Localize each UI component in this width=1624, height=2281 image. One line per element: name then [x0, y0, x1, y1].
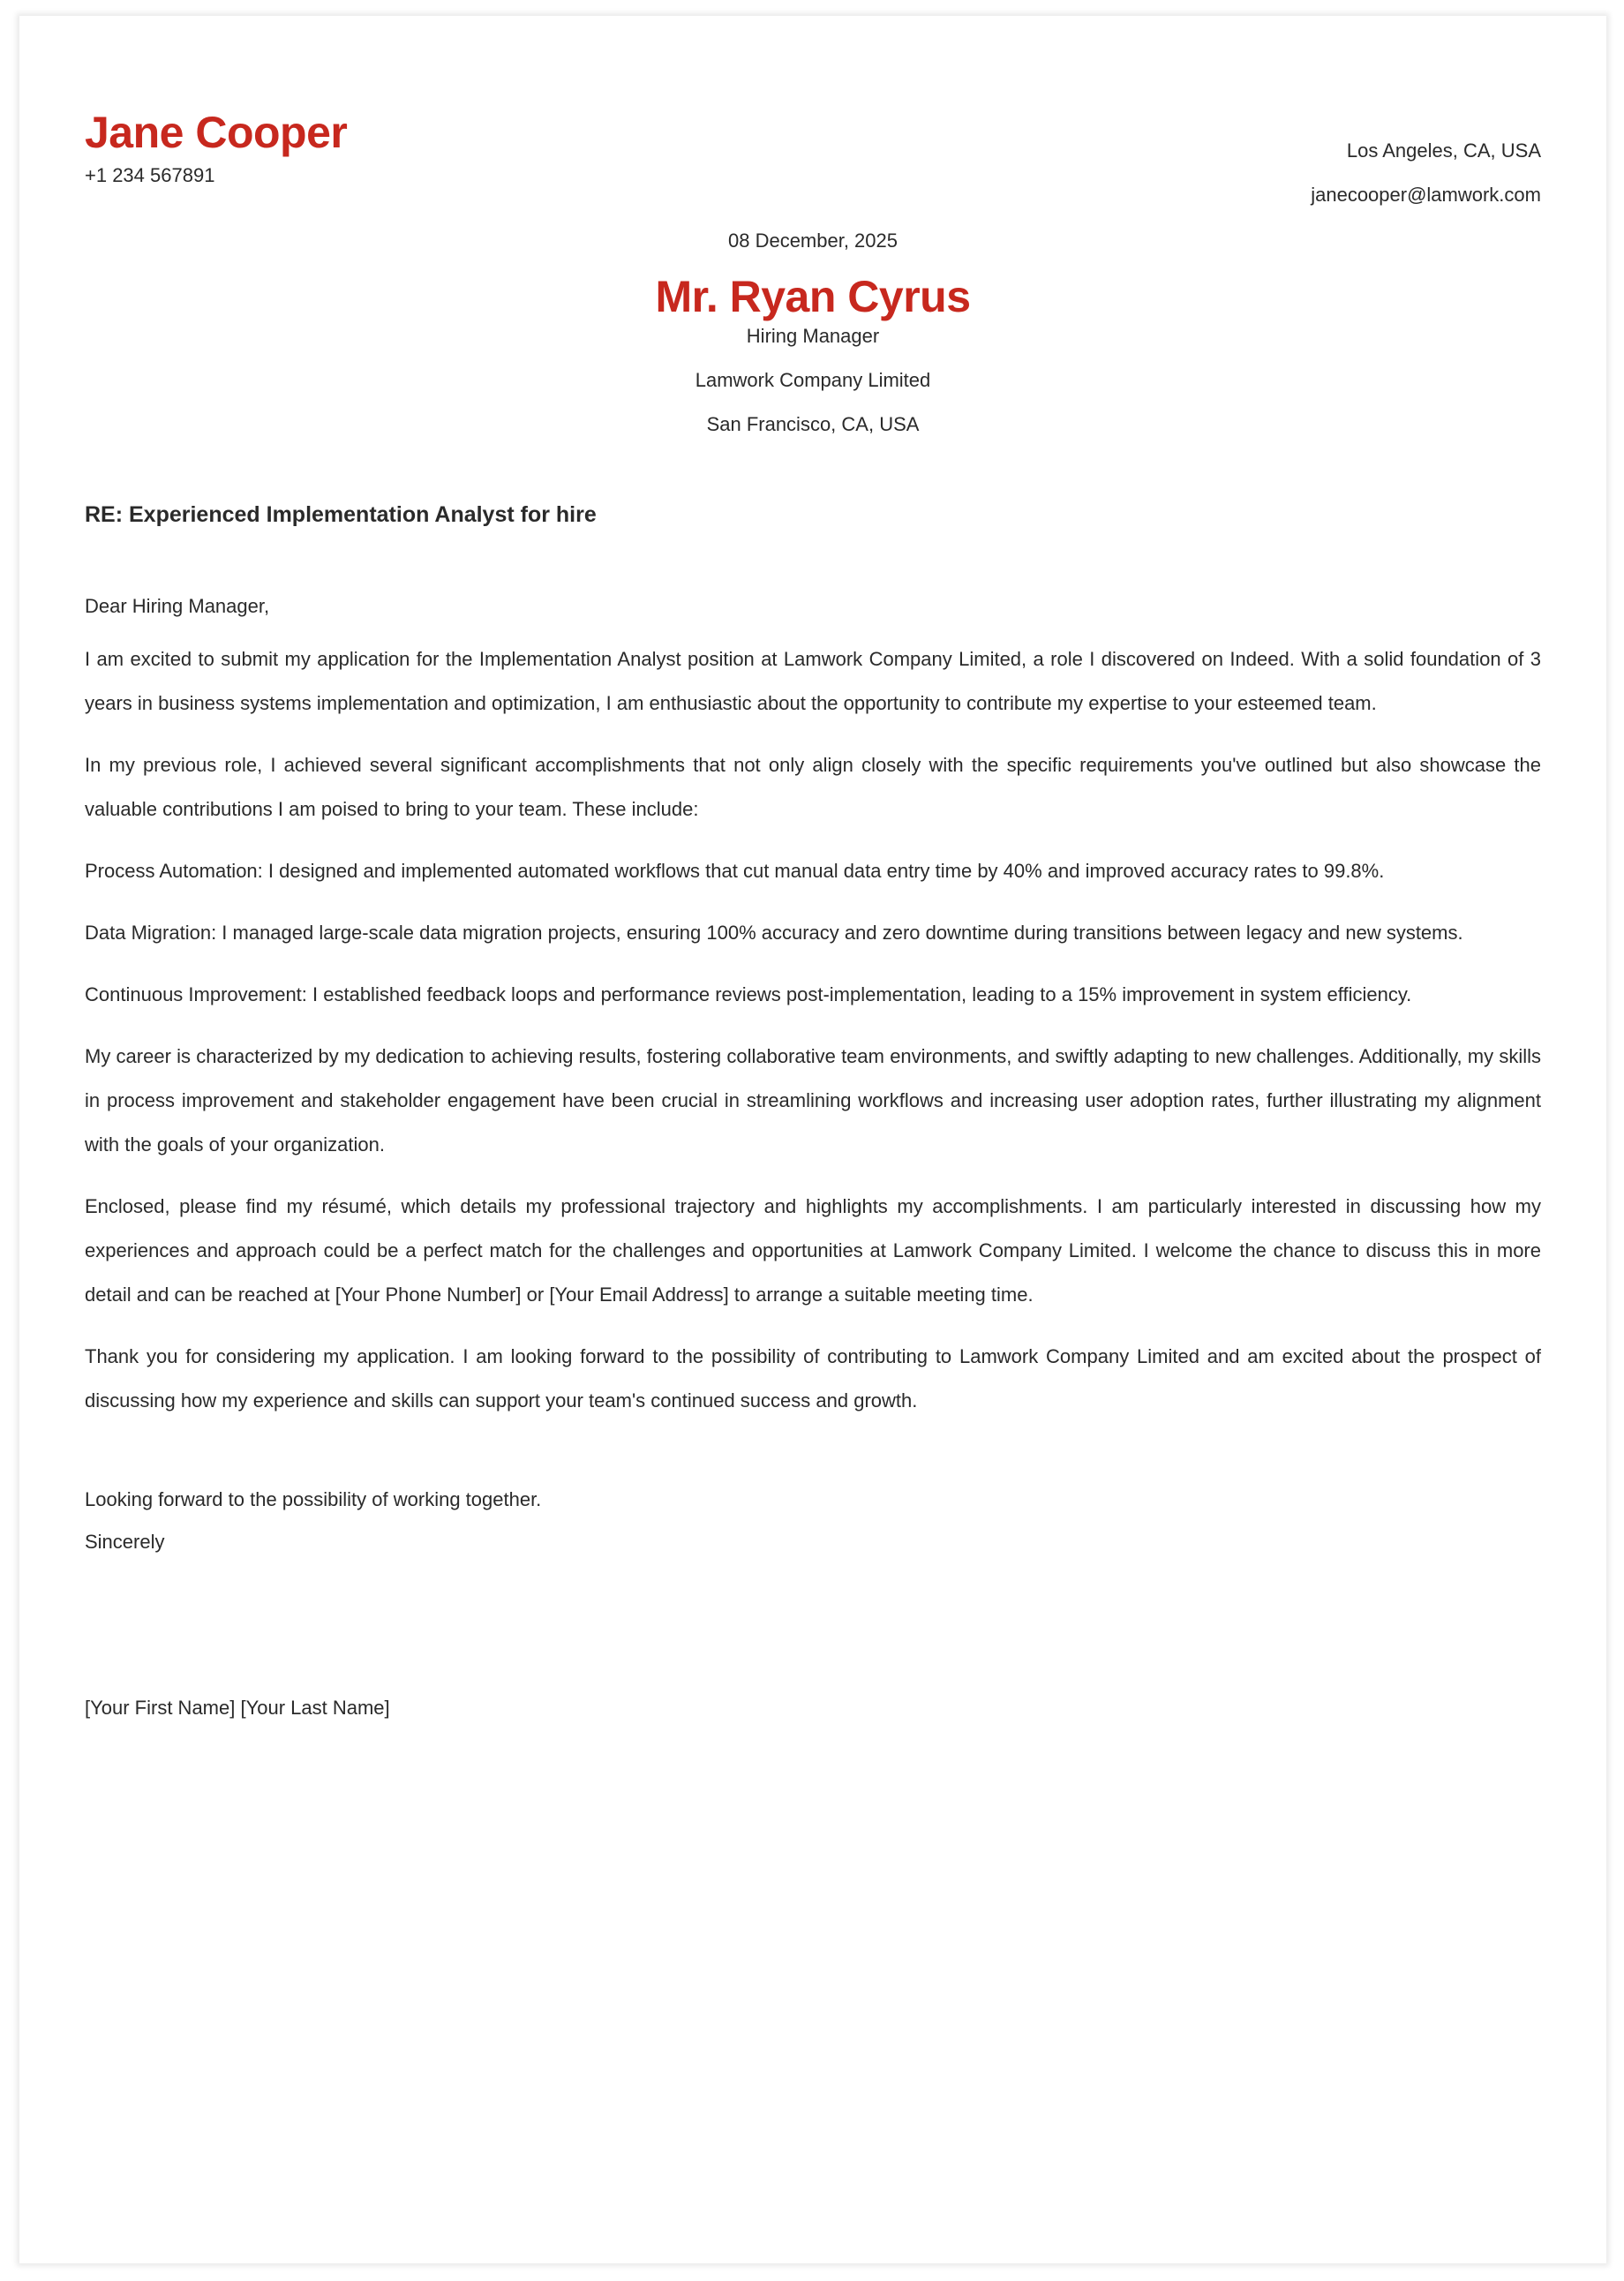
recipient-company: Lamwork Company Limited: [695, 369, 931, 391]
salutation: Dear Hiring Manager,: [85, 595, 270, 617]
body-paragraph: I am excited to submit my application for the Implementation Analyst position at Lamwork Company Limited, a role I discovered on Indeed. With a solid foundation of 3 years in business systems implementation and optimization, I am enthusiastic about the opportunity to contribute my expertise to your esteemed team.: [85, 648, 1541, 714]
letter-date: 08 December, 2025: [727, 230, 898, 252]
body-paragraph: Continuous Improvement: I established feedback loops and performance reviews post-implementation, leading to a 15% improvement in system efficiency.: [85, 983, 1412, 1005]
body-paragraph: Data Migration: I managed large-scale data migration projects, ensuring 100% accuracy and zero downtime during transitions between legacy and new systems.: [85, 922, 1463, 944]
sender-location: Los Angeles, CA, USA: [1346, 139, 1541, 162]
sender-phone: +1 234 567891: [85, 164, 215, 186]
letter-content: [85, 108, 1541, 1721]
sender-email: janecooper@lamwork.com: [1311, 184, 1541, 206]
sender-name: Jane Cooper: [85, 108, 348, 157]
recipient-name: Mr. Ryan Cyrus: [655, 272, 971, 321]
sender-block: [85, 108, 347, 189]
letter-page: [19, 16, 1606, 2263]
letter-subject: RE: Experienced Implementation Analyst for hire: [85, 502, 597, 527]
sign-off: Sincerely: [85, 1531, 165, 1553]
sender-contact: [1311, 108, 1541, 208]
body-paragraph: Process Automation: I designed and implemented automated workflows that cut manual data entry time by 40% and improved accuracy rates to 99.8%.: [85, 860, 1385, 882]
recipient-title: Hiring Manager: [746, 325, 880, 347]
body-paragraph: In my previous role, I achieved several significant accomplishments that not only align closely with the specific requirements you've outlined but also showcase the valuable contributions I am poised to bring to your team. These include:: [85, 754, 1541, 820]
body-paragraph: My career is characterized by my dedication to achieving results, fostering collaborative team environments, and swiftly adapting to new challenges. Additionally, my skills in process improvement and stakeholder engagement have been crucial in streamlining workflows and increasing user adoption rates, further illustrating my alignment with the goals of your organization.: [85, 1045, 1541, 1156]
body-paragraph: Enclosed, please find my résumé, which details my professional trajectory and highlights my accomplishments. I am particularly interested in discussing how my experiences and approach could be a perfect match for the challenges and opportunities at Lamwork Company Limited. I welcome the chance to discuss this in more detail and can be reached at [Your Phone Number] or [Your Email Address] to arrange a suitable meeting time.: [85, 1195, 1541, 1306]
closing-line: Looking forward to the possibility of working together.: [85, 1488, 542, 1510]
body-paragraph: Thank you for considering my application. I am looking forward to the possibility of contributing to Lamwork Company Limited and am excited about the prospect of discussing how my experience and skills can support your team's continued success and growth.: [85, 1345, 1541, 1412]
signature-name: [Your First Name] [Your Last Name]: [85, 1697, 390, 1719]
recipient-location: San Francisco, CA, USA: [706, 413, 920, 435]
letter-header: [85, 108, 1541, 208]
